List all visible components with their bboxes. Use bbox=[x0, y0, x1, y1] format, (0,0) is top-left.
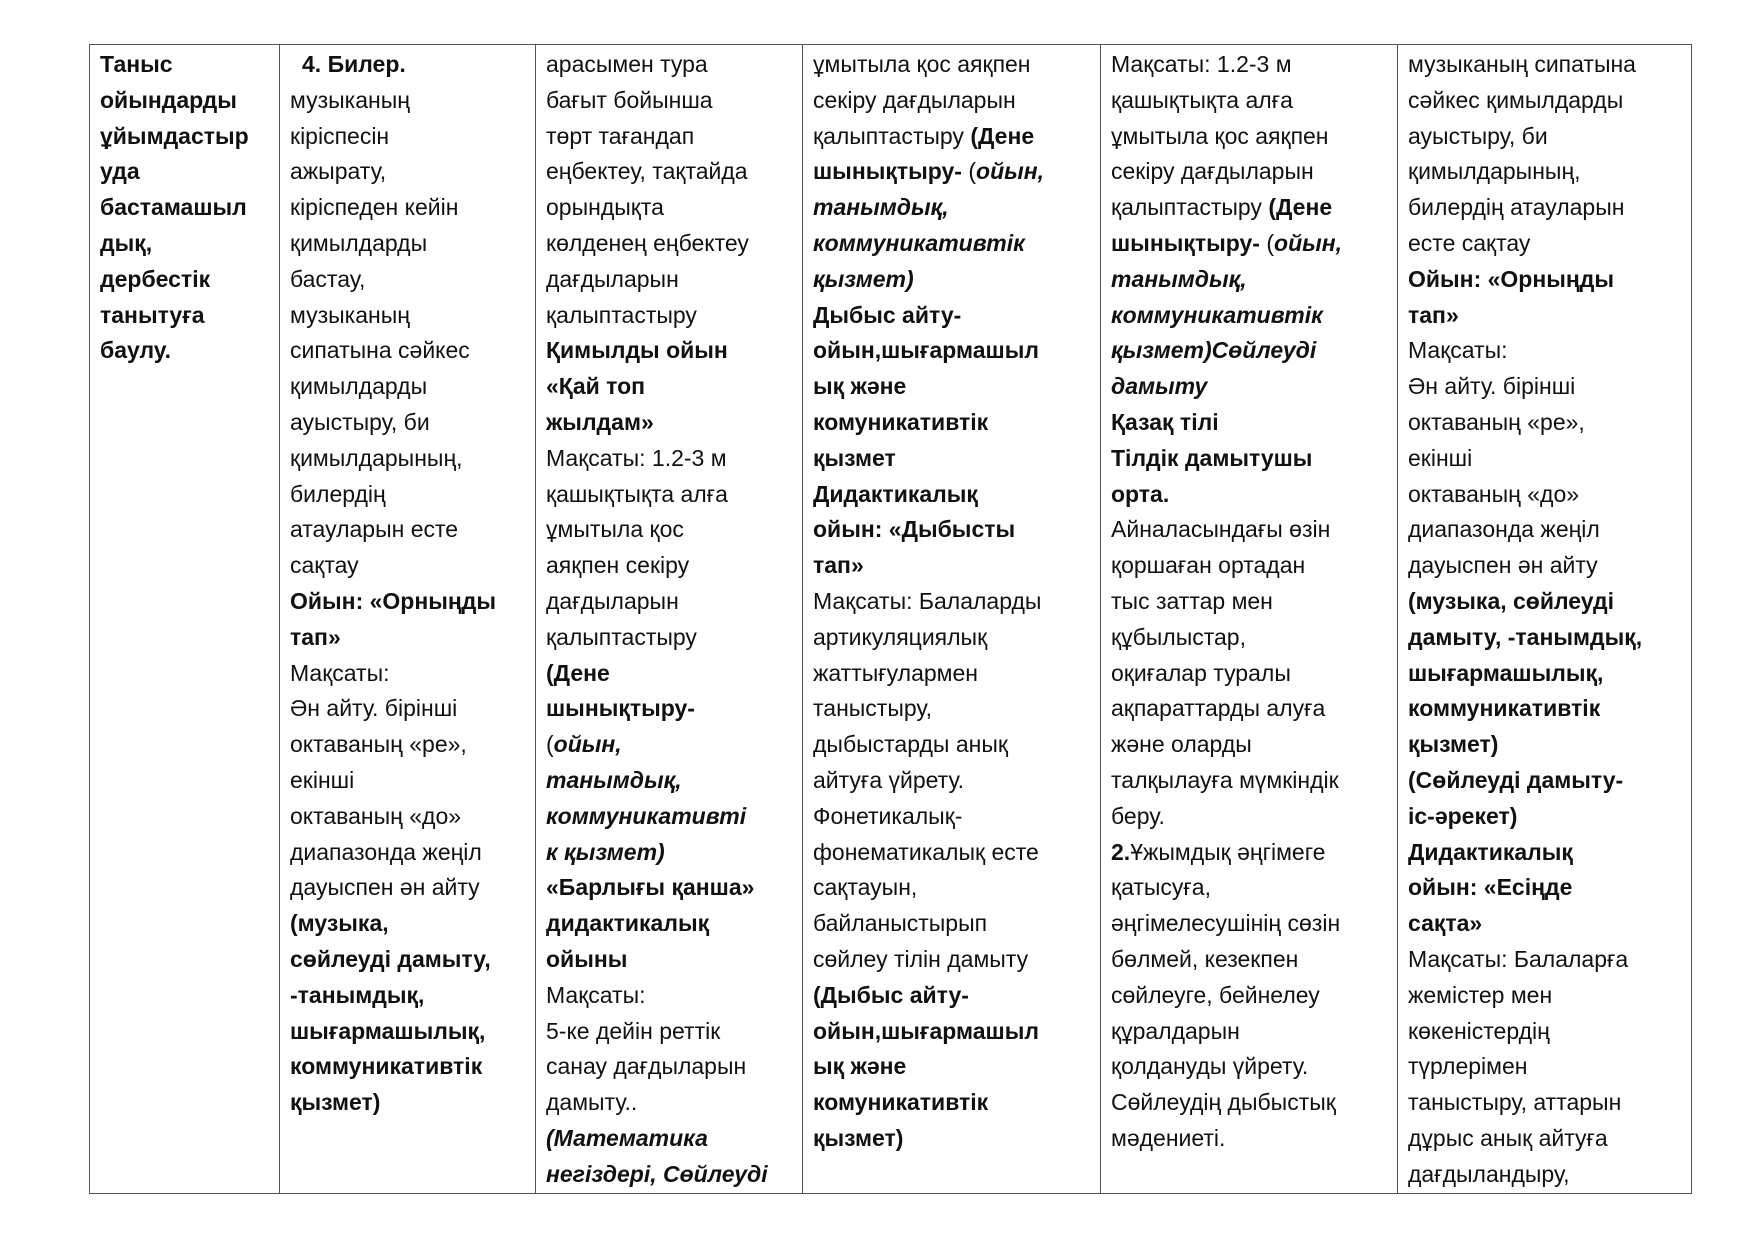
text-line: октаваның «до» bbox=[290, 802, 462, 829]
text-line: танымдық, bbox=[546, 766, 682, 793]
lesson-plan-table bbox=[89, 44, 1692, 1194]
text-line: беру. bbox=[1111, 802, 1165, 829]
text-line: жылдам» bbox=[546, 408, 654, 435]
text-line: артикуляциялық bbox=[813, 623, 988, 650]
text-line: Ән айту. бірінші bbox=[1408, 373, 1576, 400]
text-line: қызмет bbox=[813, 444, 896, 471]
text-line: ойыны bbox=[546, 945, 628, 972]
text-line: диапазонда жеңіл bbox=[1408, 516, 1600, 543]
text-line: сипатына сәйкес bbox=[290, 337, 470, 364]
text-line: талқылауға мүмкіндік bbox=[1111, 766, 1339, 793]
text-line: қалыптастыру bbox=[546, 623, 697, 650]
text-line: дағдыландыру, bbox=[1408, 1160, 1570, 1187]
text-segment: ( bbox=[1266, 229, 1275, 256]
text-line: ойын,шығармашыл bbox=[813, 1017, 1039, 1044]
text-line: ық және bbox=[813, 1053, 907, 1080]
table-cell-dances bbox=[280, 45, 536, 1194]
text-line: шынықтыру- bbox=[546, 695, 695, 722]
text-line: комуникативтік bbox=[813, 408, 989, 435]
text-line: дауыспен ән айту bbox=[290, 874, 480, 901]
text-line: дағдыларын bbox=[546, 587, 679, 614]
text-line: дамыту bbox=[1111, 373, 1208, 400]
text-line: дық, bbox=[100, 229, 153, 256]
text-line: сақтауын, bbox=[813, 874, 918, 901]
text-line: қатысуға, bbox=[1111, 874, 1211, 901]
text-line: ұйымдастыр bbox=[100, 122, 249, 149]
text-line: сөйлеуді дамыту, bbox=[290, 945, 491, 972]
text-line: құралдарын bbox=[1111, 1017, 1240, 1044]
text-line: октаваның «до» bbox=[1408, 480, 1580, 507]
text-line: сәйкес қимылдарды bbox=[1408, 86, 1624, 113]
text-line: Дыбыс айту- bbox=[813, 301, 962, 328]
text-line: қашықтықта алға bbox=[546, 480, 728, 507]
text-line: ұмытыла қос аяқпен bbox=[813, 51, 1031, 77]
text-line: қалыптастыру bbox=[546, 301, 697, 328]
text-line: кіріспеден кейін bbox=[290, 194, 459, 221]
text-line: кіріспесін bbox=[290, 122, 390, 149]
text-line: дербестік bbox=[100, 265, 211, 292]
text-line: арасымен тура bbox=[546, 51, 708, 77]
text-segment: (Дене bbox=[970, 122, 1035, 149]
text-line: ойын,шығармашыл bbox=[813, 337, 1039, 364]
text-line: коммуникативтік bbox=[1111, 301, 1323, 328]
text-line: көкеністердің bbox=[1408, 1017, 1550, 1044]
text-line: түрлерімен bbox=[1408, 1053, 1528, 1080]
text-line: мәдениеті. bbox=[1111, 1124, 1226, 1151]
text-line: танымдық, bbox=[1111, 265, 1247, 292]
table-cell-goal bbox=[90, 45, 280, 1194]
text-line: Мақсаты: bbox=[290, 659, 390, 686]
text-line: екінші bbox=[290, 766, 355, 793]
text-line: атауларын есте bbox=[290, 516, 459, 543]
text-line: дұрыс анық айтуға bbox=[1408, 1124, 1608, 1151]
text-line: Дидактикалық bbox=[813, 480, 978, 507]
text-line: комуникативтік bbox=[813, 1089, 989, 1116]
text-segment: ойын, bbox=[1274, 229, 1343, 256]
text-line: коммуникативтік bbox=[1408, 695, 1601, 722]
text-line: шығармашылық, bbox=[1408, 659, 1604, 686]
text-line: бастау, bbox=[290, 265, 366, 292]
text-line: 5-ке дейін реттік bbox=[546, 1017, 721, 1044]
text-line: к қызмет) bbox=[546, 838, 665, 865]
text-line: ажырату, bbox=[290, 158, 387, 185]
text-segment: шынықтыру- bbox=[813, 158, 969, 185]
text-line: шығармашылық, bbox=[290, 1017, 486, 1044]
text-line: қызмет) bbox=[290, 1089, 381, 1116]
text-line: коммуникативтік bbox=[813, 229, 1025, 256]
table-cell-physical-games bbox=[536, 45, 803, 1194]
text-line bbox=[1111, 226, 1391, 262]
text-line: қимылдарды bbox=[290, 373, 428, 400]
text-line: секіру дағдыларын bbox=[1111, 158, 1314, 185]
text-line: сақтау bbox=[290, 552, 359, 579]
text-line: қызмет) bbox=[813, 265, 914, 292]
text-line: жаттығулармен bbox=[813, 659, 978, 686]
text-line: музыканың bbox=[290, 301, 410, 328]
text-line: тап» bbox=[290, 623, 341, 650]
text-line: Ойын: «Орныңды bbox=[1408, 265, 1615, 292]
text-segment: Ұжымдық әңгімеге bbox=[1130, 838, 1326, 865]
text-line: уда bbox=[100, 158, 140, 185]
text-line: Дидактикалық bbox=[1408, 838, 1573, 865]
text-line: Фонетикалық- bbox=[813, 802, 963, 829]
text-line: коммуникативтік bbox=[290, 1053, 483, 1080]
text-line: Қазақ тілі bbox=[1111, 408, 1219, 435]
text-line: Мақсаты: Балаларды bbox=[813, 587, 1042, 614]
text-line: дамыту, -танымдық, bbox=[1408, 623, 1643, 650]
text-line: есте сақтау bbox=[1408, 229, 1531, 256]
text-line: қимылдарды bbox=[290, 229, 428, 256]
text-line: қимылдарының, bbox=[1408, 158, 1581, 185]
text-line: Айналасындағы өзін bbox=[1111, 516, 1331, 543]
text-line: секіру дағдыларын bbox=[813, 86, 1016, 113]
text-line: бағыт бойынша bbox=[546, 86, 713, 113]
text-line: (Дыбыс айту- bbox=[813, 981, 969, 1008]
text-line: Мақсаты: 1.2-3 м bbox=[1111, 51, 1292, 77]
text-line: Тілдік дамытушы bbox=[1111, 444, 1313, 471]
table-row bbox=[90, 45, 1692, 1194]
text-line: әңгімелесушінің сөзін bbox=[1111, 910, 1341, 937]
text-line: негіздері, Сөйлеуді bbox=[546, 1160, 768, 1187]
text-line: орындықта bbox=[546, 194, 664, 221]
text-line: танымдық, bbox=[813, 194, 949, 221]
text-line bbox=[813, 119, 1094, 155]
text-segment: қалыптастыру bbox=[1111, 194, 1269, 221]
text-line: Мақсаты: bbox=[1408, 337, 1508, 364]
text-segment: 2. bbox=[1111, 838, 1131, 865]
text-line: (музыка, bbox=[290, 910, 389, 937]
text-line: Мақсаты: Балаларға bbox=[1408, 945, 1629, 972]
text-segment: ойын, bbox=[553, 731, 622, 758]
text-line: тыс заттар мен bbox=[1111, 587, 1273, 614]
text-line: ауыстыру, би bbox=[1408, 122, 1548, 149]
text-line: Қимылды ойын bbox=[546, 337, 728, 364]
text-line: сақта» bbox=[1408, 910, 1483, 937]
text-line: және оларды bbox=[1111, 731, 1252, 758]
text-line: сөйлеу тілін дамыту bbox=[813, 945, 1029, 972]
text-line: Сөйлеудің дыбыстық bbox=[1111, 1089, 1336, 1116]
text-line: айтуға үйрету. bbox=[813, 766, 965, 793]
text-line: октаваның «ре», bbox=[1408, 408, 1585, 435]
text-line: екінші bbox=[1408, 444, 1473, 471]
text-line: тап» bbox=[813, 552, 864, 579]
text-segment: ( bbox=[546, 731, 554, 758]
text-line: билердің атауларын bbox=[1408, 194, 1625, 221]
text-line: қызмет)Сөйлеуді bbox=[1111, 337, 1317, 364]
text-line: жемістер мен bbox=[1408, 981, 1553, 1008]
text-line: ық және bbox=[813, 373, 907, 400]
text-line: коммуникативті bbox=[546, 802, 747, 829]
text-line: фонематикалық есте bbox=[813, 838, 1039, 865]
text-line: диапазонда жеңіл bbox=[290, 838, 482, 865]
text-line: ақпараттарды алуға bbox=[1111, 695, 1326, 722]
text-line: қимылдарының, bbox=[290, 444, 463, 471]
text-line: Ойын: «Орныңды bbox=[290, 587, 497, 614]
text-line: билердің bbox=[290, 480, 386, 507]
text-line: еңбектеу, тақтайда bbox=[546, 158, 748, 185]
text-line: ауыстыру, би bbox=[290, 408, 430, 435]
text-line: танытуға bbox=[100, 301, 205, 328]
table-cell-music-speech bbox=[1398, 45, 1692, 1194]
text-line: қызмет) bbox=[813, 1124, 904, 1151]
text-line: ойын: «Есіңде bbox=[1408, 874, 1573, 901]
text-line: оқиғалар туралы bbox=[1111, 659, 1291, 686]
text-line: көлденең еңбектеу bbox=[546, 229, 749, 256]
text-line: дағдыларын bbox=[546, 265, 679, 292]
text-line: дыбыстарды анық bbox=[813, 731, 1008, 758]
text-line: аяқпен секіру bbox=[546, 552, 690, 579]
text-line: музыканың bbox=[290, 86, 410, 113]
text-line: «Барлығы қанша» bbox=[546, 874, 755, 901]
text-line bbox=[813, 154, 1094, 190]
text-line: Таныс bbox=[100, 51, 173, 77]
text-line: байланыстырып bbox=[813, 910, 988, 937]
text-segment: ойын, bbox=[976, 158, 1045, 185]
text-line: орта. bbox=[1111, 480, 1170, 507]
text-line: ұмытыла қос аяқпен bbox=[1111, 122, 1329, 149]
text-segment: қалыптастыру bbox=[813, 122, 971, 149]
text-line: құбылыстар, bbox=[1111, 623, 1246, 650]
text-line: іс-әрекет) bbox=[1408, 802, 1518, 829]
text-line: (Сөйлеуді дамыту- bbox=[1408, 766, 1624, 793]
text-segment: ( bbox=[968, 158, 977, 185]
text-line: таныстыру, аттарын bbox=[1408, 1089, 1622, 1116]
text-line: Мақсаты: bbox=[546, 981, 646, 1008]
text-line: бөлмей, кезекпен bbox=[1111, 945, 1299, 972]
text-line: бастамашыл bbox=[100, 194, 247, 221]
text-line: қызмет) bbox=[1408, 731, 1499, 758]
text-line: (Математика bbox=[546, 1124, 708, 1151]
text-line: ойындарды bbox=[100, 86, 237, 113]
text-line bbox=[1111, 190, 1391, 226]
text-line: баулу. bbox=[100, 337, 171, 364]
text-line bbox=[1111, 835, 1391, 871]
text-line: «Қай топ bbox=[546, 373, 646, 400]
text-line: санау дағдыларын bbox=[546, 1053, 747, 1080]
table-cell-kazakh-language bbox=[1101, 45, 1398, 1194]
text-line: -танымдық, bbox=[290, 981, 425, 1008]
text-line: 4. Билер. bbox=[302, 51, 406, 77]
text-line: дидактикалық bbox=[546, 910, 710, 937]
text-line: (Дене bbox=[546, 659, 610, 686]
text-segment: шынықтыру- bbox=[1111, 229, 1267, 256]
text-line bbox=[546, 727, 796, 763]
text-line: таныстыру, bbox=[813, 695, 932, 722]
text-line: музыканың сипатына bbox=[1408, 51, 1636, 77]
text-line: октаваның «ре», bbox=[290, 731, 467, 758]
text-line: тап» bbox=[1408, 301, 1459, 328]
text-line: төрт тағандап bbox=[546, 122, 695, 149]
text-line: ойын: «Дыбысты bbox=[813, 516, 1016, 543]
text-line: қашықтықта алға bbox=[1111, 86, 1293, 113]
text-line: Мақсаты: 1.2-3 м bbox=[546, 444, 727, 471]
text-line: сөйлеуге, бейнелеу bbox=[1111, 981, 1320, 1008]
table-cell-sound-games bbox=[803, 45, 1101, 1194]
text-line: ұмытыла қос bbox=[546, 516, 684, 543]
text-line: Ән айту. бірінші bbox=[290, 695, 458, 722]
text-line: (музыка, сөйлеуді bbox=[1408, 587, 1615, 614]
text-line: қоршаған ортадан bbox=[1111, 552, 1306, 579]
text-line: дауыспен ән айту bbox=[1408, 552, 1598, 579]
text-line: қолдануды үйрету. bbox=[1111, 1053, 1309, 1080]
text-segment: (Дене bbox=[1268, 194, 1333, 221]
text-line: дамыту.. bbox=[546, 1089, 638, 1116]
